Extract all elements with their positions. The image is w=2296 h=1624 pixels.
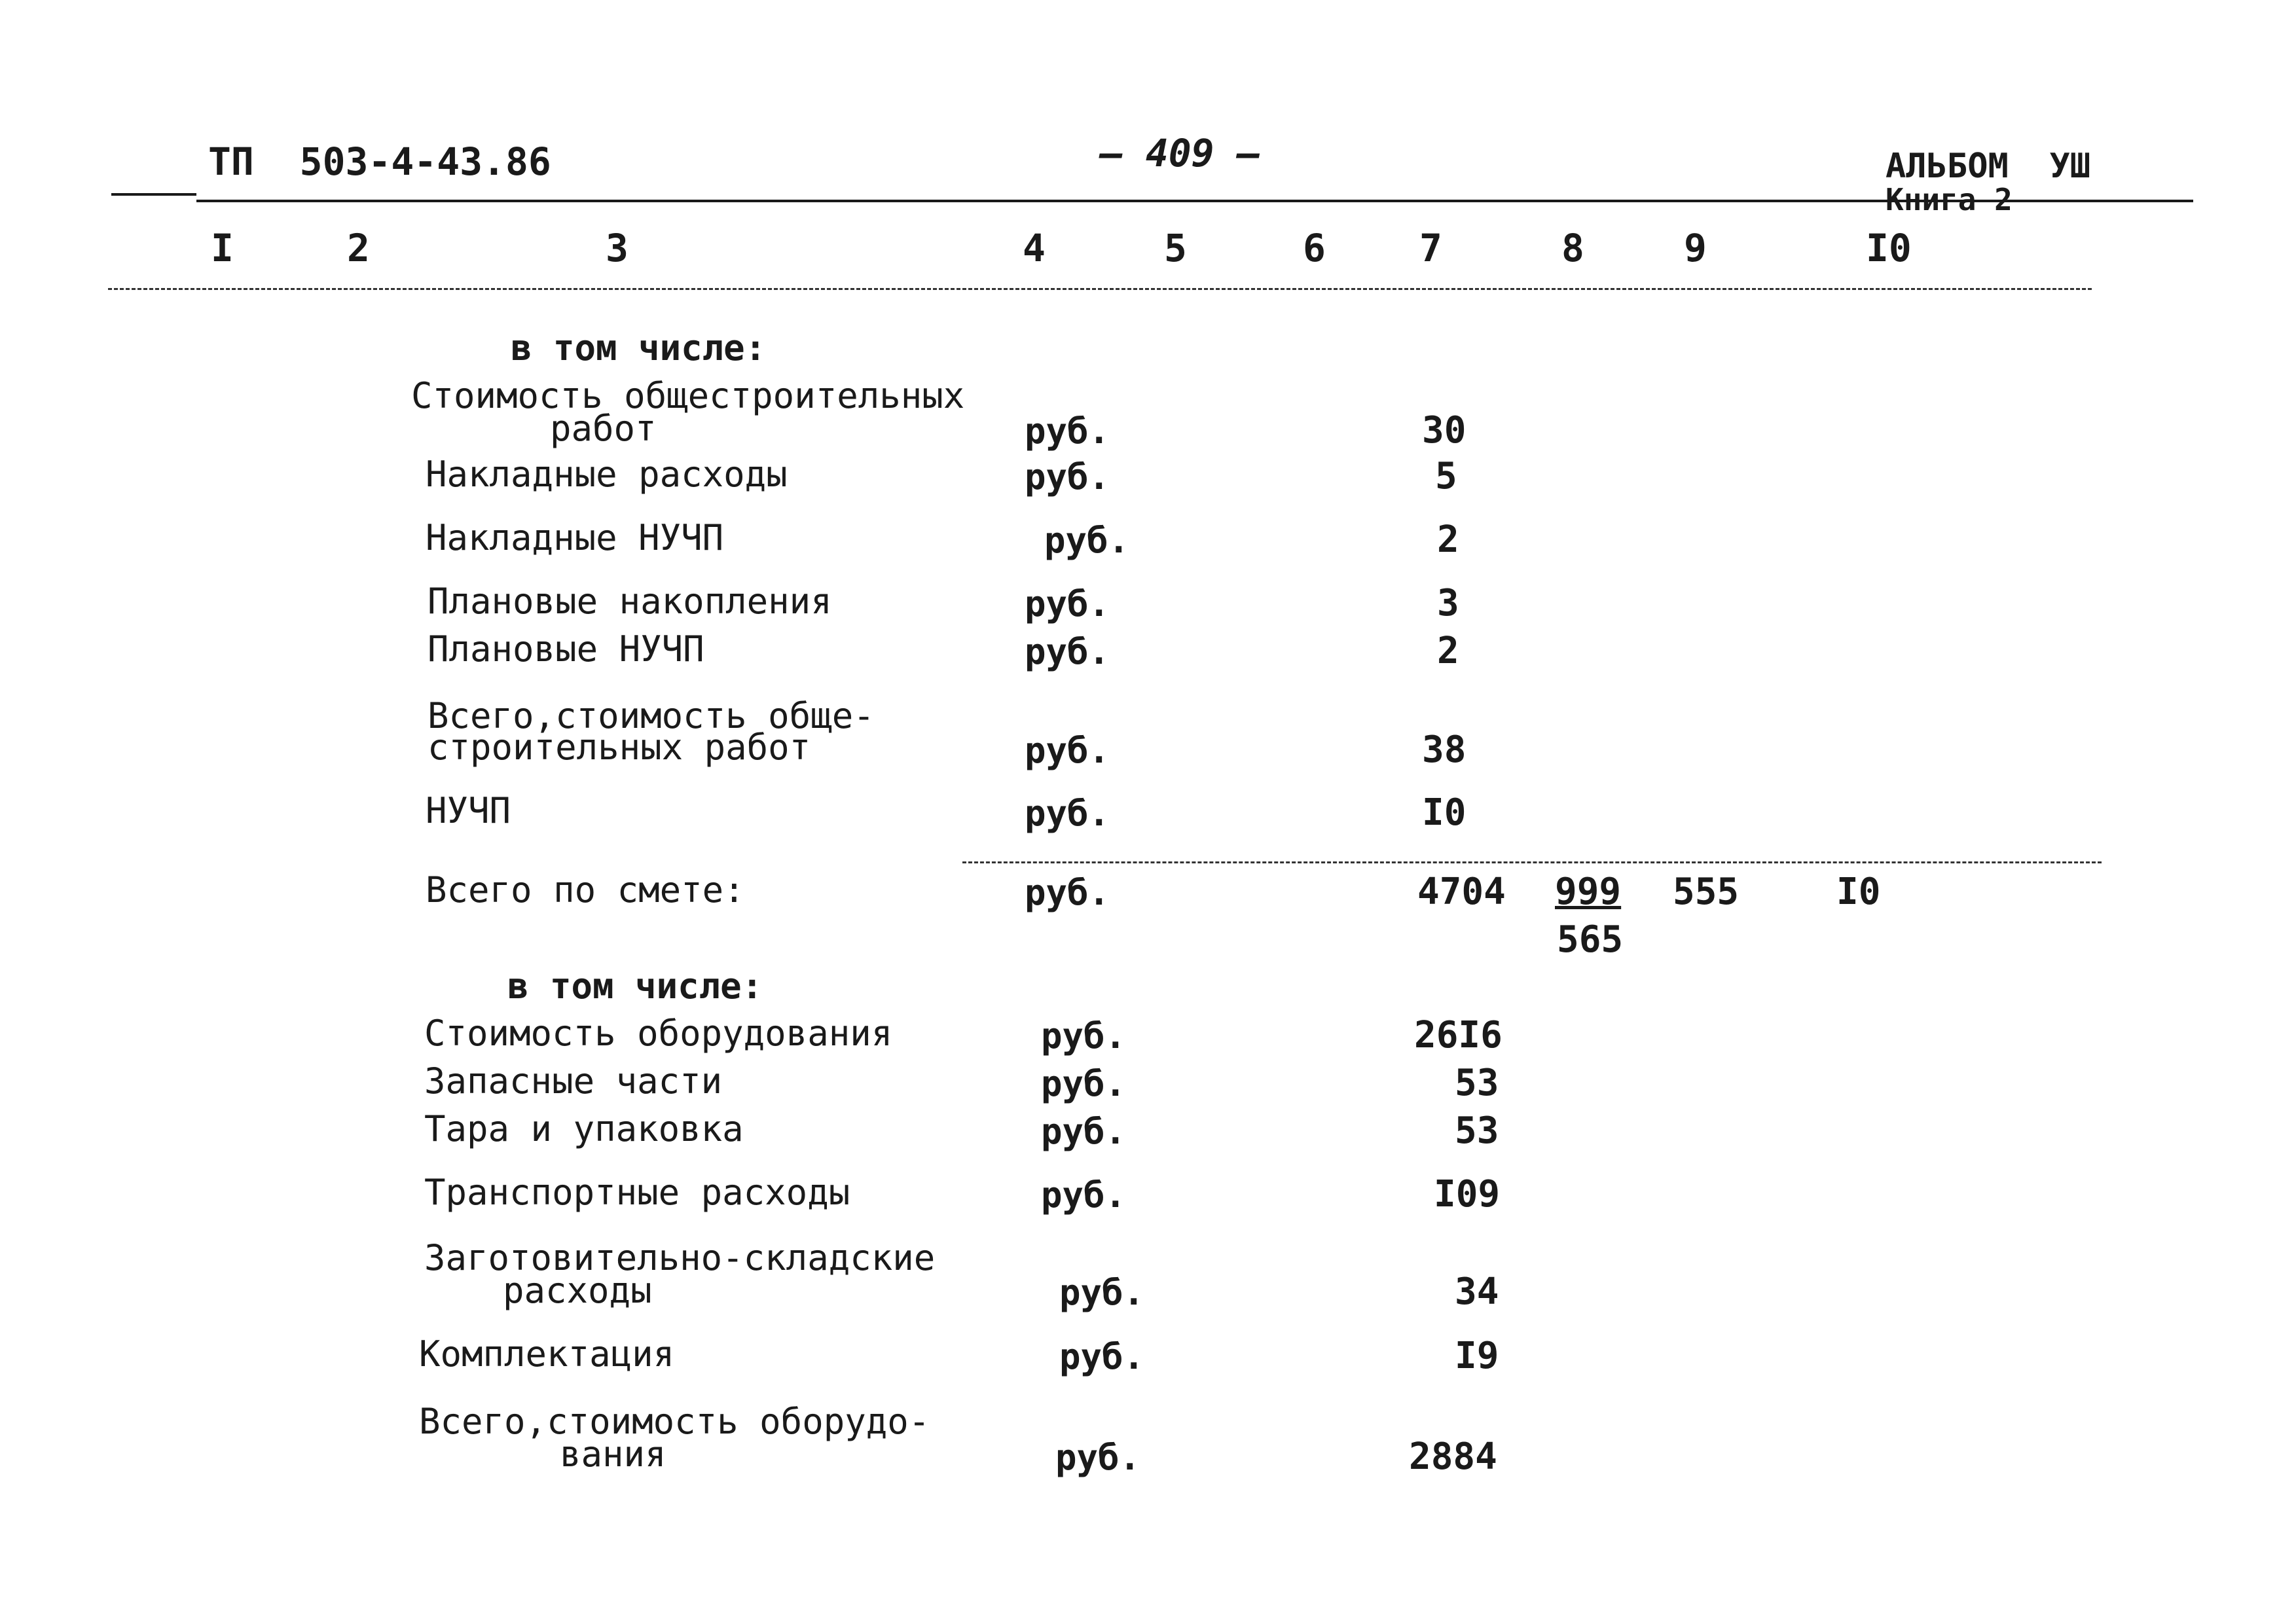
section-heading: в том числе:: [511, 327, 767, 369]
row-label: Плановые накопления: [428, 581, 832, 622]
row-value-col7: 34: [1455, 1271, 1499, 1313]
column-number: I: [211, 226, 234, 270]
row-unit: руб.: [1025, 583, 1110, 624]
book-label: Книга 2: [1886, 182, 2013, 217]
row-label: НУЧП: [426, 790, 511, 831]
row-label: Всего,стоимость обще-: [428, 695, 875, 736]
total-label: Всего по смете:: [426, 869, 745, 911]
row-unit: руб.: [1059, 1272, 1145, 1313]
row-label: Стоимость общестроительных: [411, 375, 965, 416]
page-number: – 409 –: [1100, 131, 1260, 175]
row-unit: руб.: [1025, 410, 1110, 452]
row-label: Всего,стоимость оборудо-: [419, 1401, 930, 1442]
row-label-continued: работ: [550, 408, 657, 449]
column-number: 2: [347, 226, 370, 270]
row-label: Запасные части: [424, 1060, 723, 1102]
total-value-col9: 555: [1673, 871, 1740, 913]
total-value-col10: I0: [1836, 871, 1881, 913]
section-heading: в том числе:: [507, 965, 763, 1007]
row-label: Заготовительно-складские: [424, 1237, 936, 1278]
row-value-col7: I0: [1422, 791, 1467, 834]
row-value-col7: 5: [1435, 455, 1457, 497]
row-value-col7: I9: [1455, 1335, 1499, 1377]
row-unit: руб.: [1041, 1015, 1127, 1056]
row-label: Тара и упаковка: [424, 1108, 744, 1149]
album-label: АЛЬБОМ УШ: [1886, 147, 2091, 186]
row-value-col7: 2: [1437, 518, 1459, 561]
column-number: 9: [1684, 226, 1707, 270]
column-number: 3: [606, 226, 629, 270]
row-label: Накладные расходы: [426, 454, 788, 495]
row-label-continued: расходы: [503, 1270, 652, 1311]
row-unit: руб.: [1041, 1111, 1127, 1152]
row-label-continued: строительных работ: [428, 727, 811, 768]
column-number: 6: [1303, 226, 1326, 270]
total-value-col7: 4704: [1417, 871, 1506, 913]
row-value-col7: 53: [1455, 1062, 1499, 1104]
row-unit: руб.: [1025, 631, 1110, 672]
row-label: Транспортные расходы: [424, 1172, 850, 1213]
column-number: 4: [1023, 226, 1046, 270]
row-label: Плановые НУЧП: [428, 628, 704, 670]
column-number: I0: [1866, 226, 1912, 270]
row-value-col7: 38: [1422, 729, 1467, 771]
row-unit: руб.: [1041, 1174, 1127, 1216]
header-rule-left: [111, 193, 196, 196]
row-label-continued: вания: [560, 1434, 666, 1475]
row-value-col7: 26I6: [1414, 1014, 1503, 1056]
column-number: 5: [1164, 226, 1187, 270]
row-unit: руб.: [1041, 1063, 1127, 1104]
row-value-col7: 2: [1437, 630, 1459, 672]
total-value-col8-top: 999: [1555, 871, 1622, 913]
total-value-col8-bottom: 565: [1557, 918, 1624, 961]
column-number: 8: [1561, 226, 1584, 270]
document-code: ТП 503-4-43.86: [208, 139, 551, 184]
header-rule: [196, 200, 2193, 202]
row-value-col7: I09: [1434, 1173, 1501, 1216]
row-label: Накладные НУЧП: [426, 517, 724, 558]
row-unit: руб.: [1055, 1437, 1141, 1478]
column-number: 7: [1419, 226, 1442, 270]
row-unit: руб.: [1025, 730, 1110, 771]
row-label: Комплектация: [419, 1333, 675, 1375]
row-unit: руб.: [1025, 793, 1110, 834]
total-separator-rule: [962, 861, 2102, 863]
column-header-rule: [108, 288, 2092, 290]
row-value-col7: 53: [1455, 1110, 1499, 1152]
row-unit: руб.: [1025, 456, 1110, 497]
row-label: Стоимость оборудования: [424, 1013, 893, 1054]
row-value-col7: 3: [1437, 582, 1459, 624]
row-value-col7: 2884: [1409, 1435, 1497, 1478]
row-unit: руб.: [1044, 520, 1130, 561]
row-unit: руб.: [1059, 1336, 1145, 1377]
total-unit: руб.: [1025, 872, 1110, 913]
row-value-col7: 30: [1422, 409, 1467, 452]
